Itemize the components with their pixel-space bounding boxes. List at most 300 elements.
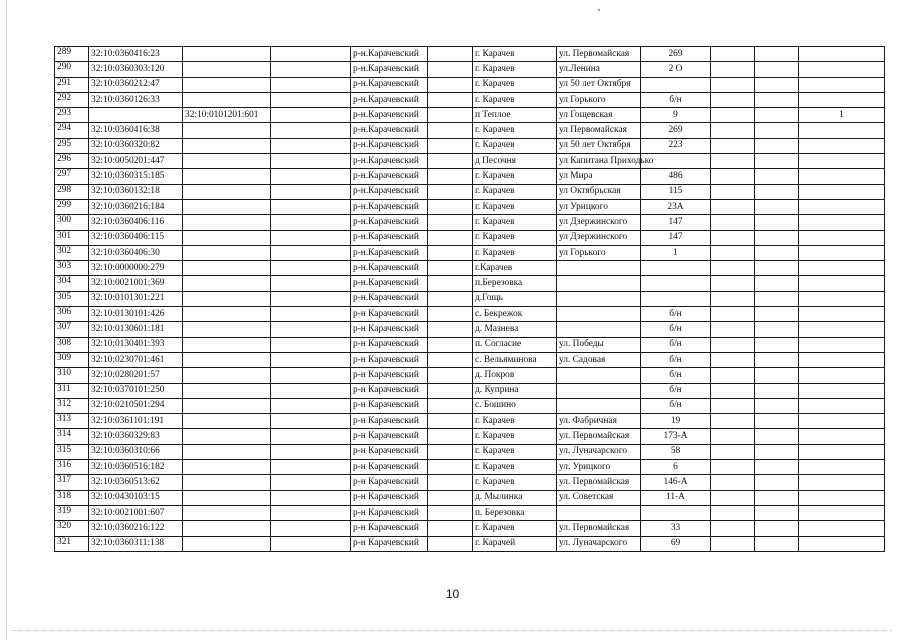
district-cell: р-н.Карачевский bbox=[351, 261, 428, 276]
house-number-cell: 146-А bbox=[641, 475, 711, 490]
empty-cell bbox=[711, 536, 755, 551]
street-cell bbox=[557, 261, 641, 276]
empty-cell bbox=[271, 169, 351, 184]
scan-noise-line bbox=[12, 630, 892, 632]
house-number-cell: 2 О bbox=[641, 62, 711, 77]
cadastral-number-cell: 32:10:0361101:191 bbox=[89, 414, 183, 429]
house-number-cell bbox=[641, 291, 711, 306]
empty-cell bbox=[711, 322, 755, 337]
street-cell bbox=[557, 398, 641, 413]
district-cell: р-н.Карачевский bbox=[351, 276, 428, 291]
table-row bbox=[55, 536, 885, 551]
empty-cell bbox=[711, 184, 755, 199]
empty-cell bbox=[711, 77, 755, 92]
empty-cell bbox=[755, 47, 799, 62]
district-cell: р-н.Карачевский bbox=[351, 169, 428, 184]
empty-cell bbox=[271, 475, 351, 490]
empty-cell bbox=[271, 398, 351, 413]
count-cell bbox=[799, 199, 885, 214]
empty-cell bbox=[711, 307, 755, 322]
cadastral-number-alt-cell bbox=[183, 398, 271, 413]
cadastral-number-alt-cell bbox=[183, 505, 271, 520]
district-cell: р-н.Карачевский bbox=[351, 108, 428, 123]
empty-cell bbox=[271, 276, 351, 291]
locality-cell: д. Куприна bbox=[473, 383, 557, 398]
empty-cell bbox=[755, 536, 799, 551]
empty-cell bbox=[755, 154, 799, 169]
row-number-cell: 311 bbox=[55, 383, 89, 398]
empty-cell bbox=[711, 383, 755, 398]
empty-cell bbox=[271, 383, 351, 398]
count-cell bbox=[799, 184, 885, 199]
house-number-cell: б/н bbox=[641, 92, 711, 107]
empty-cell bbox=[271, 291, 351, 306]
district-cell: р-н Карачевский bbox=[351, 429, 428, 444]
empty-cell bbox=[428, 475, 473, 490]
cadastral-number-alt-cell bbox=[183, 184, 271, 199]
cadastral-number-alt-cell bbox=[183, 368, 271, 383]
empty-cell bbox=[428, 352, 473, 367]
count-cell bbox=[799, 429, 885, 444]
empty-cell bbox=[711, 352, 755, 367]
cadastral-number-alt-cell bbox=[183, 62, 271, 77]
locality-cell: г. Карачев bbox=[473, 414, 557, 429]
empty-cell bbox=[755, 383, 799, 398]
house-number-cell: 486 bbox=[641, 169, 711, 184]
count-cell bbox=[799, 368, 885, 383]
cadastral-number-alt-cell bbox=[183, 536, 271, 551]
street-cell: ул. Фабричная bbox=[557, 414, 641, 429]
row-number-cell: 302 bbox=[55, 245, 89, 260]
count-cell bbox=[799, 398, 885, 413]
locality-cell: г. Карачей bbox=[473, 536, 557, 551]
cadastral-number-cell: 32:10:0360406:30 bbox=[89, 245, 183, 260]
locality-cell: д. Покров bbox=[473, 368, 557, 383]
row-number-cell: 291 bbox=[55, 77, 89, 92]
empty-cell bbox=[271, 47, 351, 62]
cadastral-number-cell: 32:10:0360513:62 bbox=[89, 475, 183, 490]
locality-cell: г. Карачев bbox=[473, 47, 557, 62]
empty-cell bbox=[755, 77, 799, 92]
empty-cell bbox=[755, 199, 799, 214]
empty-cell bbox=[711, 230, 755, 245]
empty-cell bbox=[711, 398, 755, 413]
empty-cell bbox=[271, 77, 351, 92]
street-cell bbox=[557, 368, 641, 383]
table-row bbox=[55, 138, 885, 153]
district-cell: р-н.Карачевский bbox=[351, 245, 428, 260]
district-cell: р-н Карачевский bbox=[351, 368, 428, 383]
street-cell: ул. Первомайская bbox=[557, 521, 641, 536]
cadastral-number-cell: 32:10:0130601:181 bbox=[89, 322, 183, 337]
house-number-cell: 147 bbox=[641, 215, 711, 230]
cadastral-number-cell: 32:10:0360406:116 bbox=[89, 215, 183, 230]
street-cell: ул. Первомайская bbox=[557, 47, 641, 62]
cadastral-number-cell bbox=[89, 108, 183, 123]
street-cell: ул. Советская bbox=[557, 490, 641, 505]
house-number-cell: б/н bbox=[641, 337, 711, 352]
empty-cell bbox=[271, 261, 351, 276]
district-cell: р-н Карачевский bbox=[351, 307, 428, 322]
row-number-cell: 313 bbox=[55, 414, 89, 429]
empty-cell bbox=[755, 291, 799, 306]
empty-cell bbox=[271, 154, 351, 169]
empty-cell bbox=[271, 490, 351, 505]
scan-speck bbox=[598, 9, 600, 11]
empty-cell bbox=[428, 536, 473, 551]
district-cell: р-н.Карачевский bbox=[351, 215, 428, 230]
cadastral-number-cell: 32:10:0021001:607 bbox=[89, 505, 183, 520]
locality-cell: г. Карачев bbox=[473, 123, 557, 138]
empty-cell bbox=[755, 169, 799, 184]
count-cell bbox=[799, 215, 885, 230]
house-number-cell: б/н bbox=[641, 383, 711, 398]
empty-cell bbox=[711, 521, 755, 536]
locality-cell: д.Гощь bbox=[473, 291, 557, 306]
district-cell: р-н Карачевский bbox=[351, 505, 428, 520]
table-row bbox=[55, 383, 885, 398]
house-number-cell: 9 bbox=[641, 108, 711, 123]
cadastral-number-alt-cell bbox=[183, 429, 271, 444]
cadastral-number-alt-cell bbox=[183, 307, 271, 322]
table-row bbox=[55, 123, 885, 138]
table-row bbox=[55, 337, 885, 352]
district-cell: р-н.Карачевский bbox=[351, 92, 428, 107]
locality-cell: п.Березовка bbox=[473, 276, 557, 291]
cadastral-number-alt-cell bbox=[183, 460, 271, 475]
empty-cell bbox=[428, 123, 473, 138]
cadastral-number-cell: 32:10:0360516:182 bbox=[89, 460, 183, 475]
house-number-cell: 269 bbox=[641, 123, 711, 138]
locality-cell: с. Бошино bbox=[473, 398, 557, 413]
empty-cell bbox=[271, 322, 351, 337]
cadastral-number-alt-cell bbox=[183, 352, 271, 367]
cadastral-number-cell: 32:10:0360315:185 bbox=[89, 169, 183, 184]
locality-cell: г. Карачев bbox=[473, 230, 557, 245]
locality-cell: п. Согласие bbox=[473, 337, 557, 352]
row-number-cell: 317 bbox=[55, 475, 89, 490]
cadastral-number-cell: 32:10:0280201:57 bbox=[89, 368, 183, 383]
row-number-cell: 319 bbox=[55, 505, 89, 520]
row-number-cell: 308 bbox=[55, 337, 89, 352]
street-cell: ул 50 лет Октября bbox=[557, 77, 641, 92]
cadastral-number-alt-cell bbox=[183, 444, 271, 459]
empty-cell bbox=[271, 123, 351, 138]
empty-cell bbox=[428, 92, 473, 107]
table-row bbox=[55, 521, 885, 536]
row-number-cell: 312 bbox=[55, 398, 89, 413]
cadastral-number-alt-cell bbox=[183, 123, 271, 138]
empty-cell bbox=[755, 92, 799, 107]
empty-cell bbox=[428, 199, 473, 214]
cadastral-number-cell: 32:10:0021001:369 bbox=[89, 276, 183, 291]
street-cell: ул Капитана Приходько bbox=[557, 154, 641, 169]
empty-cell bbox=[428, 230, 473, 245]
street-cell bbox=[557, 505, 641, 520]
empty-cell bbox=[271, 444, 351, 459]
table-row bbox=[55, 307, 885, 322]
district-cell: р-н Карачевский bbox=[351, 322, 428, 337]
table-row bbox=[55, 184, 885, 199]
empty-cell bbox=[711, 368, 755, 383]
row-number-cell: 293 bbox=[55, 108, 89, 123]
house-number-cell: 269 bbox=[641, 47, 711, 62]
table-row bbox=[55, 444, 885, 459]
count-cell bbox=[799, 154, 885, 169]
empty-cell bbox=[428, 169, 473, 184]
empty-cell bbox=[271, 245, 351, 260]
street-cell bbox=[557, 291, 641, 306]
row-number-cell: 321 bbox=[55, 536, 89, 551]
cadastral-number-cell: 32:10:0000000:279 bbox=[89, 261, 183, 276]
locality-cell: п. Березовка bbox=[473, 505, 557, 520]
locality-cell: п Теплое bbox=[473, 108, 557, 123]
cadastral-number-alt-cell bbox=[183, 475, 271, 490]
street-cell: ул. Урицкого bbox=[557, 460, 641, 475]
street-cell: ул Урицкого bbox=[557, 199, 641, 214]
row-number-cell: 307 bbox=[55, 322, 89, 337]
empty-cell bbox=[271, 230, 351, 245]
empty-cell bbox=[711, 261, 755, 276]
table-row bbox=[55, 215, 885, 230]
count-cell bbox=[799, 230, 885, 245]
empty-cell bbox=[271, 138, 351, 153]
empty-cell bbox=[711, 169, 755, 184]
house-number-cell: 19 bbox=[641, 414, 711, 429]
house-number-cell: 58 bbox=[641, 444, 711, 459]
empty-cell bbox=[755, 184, 799, 199]
empty-cell bbox=[755, 337, 799, 352]
empty-cell bbox=[755, 230, 799, 245]
street-cell: ул Первомайская bbox=[557, 123, 641, 138]
cadastral-number-cell: 32:10:0360310:66 bbox=[89, 444, 183, 459]
cadastral-number-alt-cell bbox=[183, 276, 271, 291]
cadastral-number-cell: 32:10:0360212:47 bbox=[89, 77, 183, 92]
locality-cell: г.Карачев bbox=[473, 261, 557, 276]
count-cell bbox=[799, 521, 885, 536]
count-cell bbox=[799, 444, 885, 459]
empty-cell bbox=[271, 307, 351, 322]
cadastral-number-cell: 32:10:0210501:294 bbox=[89, 398, 183, 413]
house-number-cell: 23А bbox=[641, 199, 711, 214]
count-cell bbox=[799, 123, 885, 138]
district-cell: р-н Карачевский bbox=[351, 398, 428, 413]
locality-cell: г. Карачев bbox=[473, 429, 557, 444]
empty-cell bbox=[711, 62, 755, 77]
cadastral-number-cell: 32:10:0101301:221 bbox=[89, 291, 183, 306]
count-cell bbox=[799, 490, 885, 505]
district-cell: р-н.Карачевский bbox=[351, 47, 428, 62]
empty-cell bbox=[428, 291, 473, 306]
table-row bbox=[55, 429, 885, 444]
row-number-cell: 300 bbox=[55, 215, 89, 230]
locality-cell: г. Карачев bbox=[473, 169, 557, 184]
row-number-cell: 296 bbox=[55, 154, 89, 169]
table-row bbox=[55, 322, 885, 337]
empty-cell bbox=[711, 505, 755, 520]
district-cell: р-н.Карачевский bbox=[351, 138, 428, 153]
cadastral-number-alt-cell bbox=[183, 138, 271, 153]
count-cell bbox=[799, 92, 885, 107]
table-row bbox=[55, 62, 885, 77]
cadastral-number-alt-cell bbox=[183, 245, 271, 260]
empty-cell bbox=[428, 108, 473, 123]
empty-cell bbox=[428, 429, 473, 444]
empty-cell bbox=[428, 398, 473, 413]
cadastral-number-alt-cell bbox=[183, 215, 271, 230]
cadastral-number-alt-cell bbox=[183, 77, 271, 92]
locality-cell: с. Вельяминова bbox=[473, 352, 557, 367]
row-number-cell: 310 bbox=[55, 368, 89, 383]
house-number-cell: 173-А bbox=[641, 429, 711, 444]
house-number-cell: б/н bbox=[641, 352, 711, 367]
locality-cell: г. Карачев bbox=[473, 184, 557, 199]
street-cell: ул. Садовая bbox=[557, 352, 641, 367]
empty-cell bbox=[271, 92, 351, 107]
empty-cell bbox=[271, 505, 351, 520]
empty-cell bbox=[428, 490, 473, 505]
row-number-cell: 314 bbox=[55, 429, 89, 444]
empty-cell bbox=[755, 307, 799, 322]
cadastral-number-cell: 32:10:0360216:184 bbox=[89, 199, 183, 214]
cadastral-number-cell: 32:10:0360416:23 bbox=[89, 47, 183, 62]
street-cell: ул Дзержинского bbox=[557, 230, 641, 245]
locality-cell: г. Карачев bbox=[473, 199, 557, 214]
empty-cell bbox=[428, 138, 473, 153]
district-cell: р-н.Карачевский bbox=[351, 199, 428, 214]
empty-cell bbox=[711, 154, 755, 169]
empty-cell bbox=[428, 276, 473, 291]
count-cell bbox=[799, 352, 885, 367]
row-number-cell: 290 bbox=[55, 62, 89, 77]
empty-cell bbox=[428, 47, 473, 62]
empty-cell bbox=[271, 368, 351, 383]
empty-cell bbox=[755, 505, 799, 520]
count-cell bbox=[799, 307, 885, 322]
table-row bbox=[55, 47, 885, 62]
count-cell bbox=[799, 245, 885, 260]
empty-cell bbox=[271, 429, 351, 444]
cadastral-number-alt-cell bbox=[183, 414, 271, 429]
row-number-cell: 306 bbox=[55, 307, 89, 322]
empty-cell bbox=[711, 291, 755, 306]
street-cell: ул Горького bbox=[557, 92, 641, 107]
street-cell bbox=[557, 276, 641, 291]
empty-cell bbox=[428, 505, 473, 520]
empty-cell bbox=[271, 414, 351, 429]
table-row bbox=[55, 352, 885, 367]
count-cell bbox=[799, 337, 885, 352]
empty-cell bbox=[271, 536, 351, 551]
empty-cell bbox=[711, 429, 755, 444]
house-number-cell: 69 bbox=[641, 536, 711, 551]
table-row bbox=[55, 398, 885, 413]
empty-cell bbox=[271, 352, 351, 367]
cadastral-number-alt-cell bbox=[183, 261, 271, 276]
table-row bbox=[55, 505, 885, 520]
house-number-cell bbox=[641, 77, 711, 92]
cadastral-number-cell: 32:10:0370101:250 bbox=[89, 383, 183, 398]
district-cell: р-н Карачевский bbox=[351, 352, 428, 367]
count-cell bbox=[799, 475, 885, 490]
empty-cell bbox=[755, 444, 799, 459]
street-cell: ул Мира bbox=[557, 169, 641, 184]
locality-cell: г. Карачев bbox=[473, 138, 557, 153]
row-number-cell: 316 bbox=[55, 460, 89, 475]
empty-cell bbox=[711, 444, 755, 459]
empty-cell bbox=[755, 521, 799, 536]
row-number-cell: 295 bbox=[55, 138, 89, 153]
locality-cell: д. Мылинка bbox=[473, 490, 557, 505]
locality-cell: г. Карачев bbox=[473, 77, 557, 92]
empty-cell bbox=[428, 444, 473, 459]
empty-cell bbox=[428, 77, 473, 92]
empty-cell bbox=[271, 215, 351, 230]
count-cell bbox=[799, 47, 885, 62]
empty-cell bbox=[271, 460, 351, 475]
empty-cell bbox=[428, 414, 473, 429]
empty-cell bbox=[755, 138, 799, 153]
count-cell bbox=[799, 322, 885, 337]
house-number-cell: 6 bbox=[641, 460, 711, 475]
count-cell bbox=[799, 536, 885, 551]
empty-cell bbox=[711, 414, 755, 429]
district-cell: р-н Карачевский bbox=[351, 414, 428, 429]
cadastral-number-alt-cell bbox=[183, 322, 271, 337]
count-cell bbox=[799, 62, 885, 77]
district-cell: р-н Карачевский bbox=[351, 444, 428, 459]
cadastral-number-alt-cell bbox=[183, 154, 271, 169]
locality-cell: г. Карачев bbox=[473, 245, 557, 260]
table-row bbox=[55, 92, 885, 107]
empty-cell bbox=[428, 383, 473, 398]
empty-cell bbox=[711, 108, 755, 123]
cadastral-number-alt-cell bbox=[183, 169, 271, 184]
cadastral-number-cell: 32:10:0130401:393 bbox=[89, 337, 183, 352]
locality-cell: г. Карачев bbox=[473, 475, 557, 490]
cadastral-number-alt-cell bbox=[183, 199, 271, 214]
district-cell: р-н.Карачевский bbox=[351, 291, 428, 306]
table-row bbox=[55, 261, 885, 276]
locality-cell: г. Карачев bbox=[473, 215, 557, 230]
empty-cell bbox=[428, 261, 473, 276]
district-cell: р-н Карачевский bbox=[351, 475, 428, 490]
district-cell: р-н Карачевский bbox=[351, 337, 428, 352]
empty-cell bbox=[755, 352, 799, 367]
empty-cell bbox=[755, 123, 799, 138]
empty-cell bbox=[428, 184, 473, 199]
cadastral-number-alt-cell: 32:10:0101201:601 bbox=[183, 108, 271, 123]
cadastral-number-alt-cell bbox=[183, 490, 271, 505]
row-number-cell: 303 bbox=[55, 261, 89, 276]
table-row bbox=[55, 245, 885, 260]
house-number-cell: 115 bbox=[641, 184, 711, 199]
row-number-cell: 297 bbox=[55, 169, 89, 184]
empty-cell bbox=[271, 337, 351, 352]
district-cell: р-н.Карачевский bbox=[351, 184, 428, 199]
locality-cell: г. Карачев bbox=[473, 460, 557, 475]
empty-cell bbox=[428, 368, 473, 383]
table-row bbox=[55, 199, 885, 214]
cadastral-number-alt-cell bbox=[183, 383, 271, 398]
empty-cell bbox=[711, 123, 755, 138]
count-cell bbox=[799, 383, 885, 398]
house-number-cell: 11-А bbox=[641, 490, 711, 505]
house-number-cell: б/н bbox=[641, 322, 711, 337]
count-cell bbox=[799, 276, 885, 291]
empty-cell bbox=[711, 245, 755, 260]
cadastral-number-cell: 32:10:0230701:461 bbox=[89, 352, 183, 367]
